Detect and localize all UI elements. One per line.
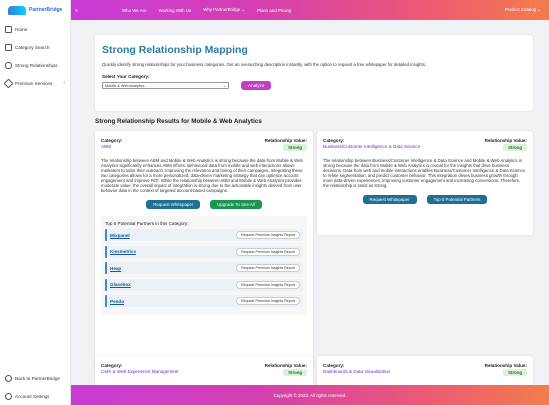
grid-icon <box>5 44 12 51</box>
partner-link[interactable]: Kissmetrics <box>110 249 137 254</box>
sidebar-item-label: Premium Services <box>15 80 53 86</box>
sidebar <box>0 0 71 405</box>
relationship-description: The relationship between ABM and Mobile & Web Analytics is strong because the data from Mobile & Web Analytics significantly enhances ABM efforts. Behavioral data from mobile and web interactions allows marketers to tailor their outreach, improving the relevance and timing of their campaigns. Integrating these two categories allows for a more personalized, data-driven marketing strategy that can optimize account engagement and improve ROI. While the relationship between ABM and Mobile & Web Analytics provides moderate value, the overall impact of integration is strong due to the actionable insights derived from user behavior data in the context of targeted account-based campaigns. <box>101 158 303 193</box>
request-whitepaper-button[interactable]: Request Whitepaper <box>146 200 200 209</box>
premium-report-button[interactable]: Request Premium Insights Report <box>236 248 300 256</box>
home-icon <box>5 26 12 33</box>
sidebar-bottom <box>0 369 71 405</box>
nav-who-we-are[interactable]: Who We Are <box>122 7 147 13</box>
result-card <box>317 131 533 235</box>
upgrade-button[interactable]: Upgrade To See All <box>210 200 262 209</box>
partner-link[interactable]: Glassbox <box>110 282 131 287</box>
main-content <box>71 20 549 385</box>
nav-why-partnerbridge[interactable]: Why PartnerBridge ⌄ <box>203 7 246 12</box>
handshake-icon <box>5 62 12 69</box>
nav-plans-pricing[interactable]: Plans and Pricing <box>257 7 292 13</box>
category-name: CMS & Web Experience Management <box>101 369 179 374</box>
partner-row <box>105 279 303 291</box>
footer <box>71 385 549 405</box>
result-card <box>95 131 313 369</box>
premium-report-button[interactable]: Request Premium Insights Report <box>236 231 300 239</box>
gear-icon <box>5 393 12 400</box>
partner-row <box>105 262 303 274</box>
rocket-icon <box>4 78 14 88</box>
category-label: Category: <box>323 138 345 143</box>
sidebar-item-back[interactable] <box>0 369 71 387</box>
category-label: Category: <box>101 138 123 143</box>
category-select[interactable] <box>102 82 229 89</box>
menu-icon[interactable]: ≡ <box>75 7 78 13</box>
chevron-left-icon: ‹ <box>63 80 65 86</box>
premium-report-button[interactable]: Request Premium Insights Report <box>236 297 300 305</box>
page-title: Strong Relationship Mapping <box>102 44 248 56</box>
sidebar-item-label: Category Search <box>15 44 50 50</box>
sidebar-item-account-settings[interactable] <box>0 387 71 405</box>
relationship-value-label: Relationship Value: <box>484 138 527 143</box>
bridge-logo-icon <box>8 6 26 15</box>
logo-text: PartnerBridge <box>29 7 63 13</box>
category-label: Category: <box>101 363 123 368</box>
top-nav-bar <box>71 0 549 20</box>
premium-report-button[interactable]: Request Premium Insights Report <box>236 281 300 289</box>
select-label: Select Your Category: <box>102 74 150 79</box>
page-description: Quickly identify strong relationships for your business categories. Get an overarching description instantly, with the option to request a free whitepaper for detailed insights. <box>102 62 427 67</box>
status-badge: Strong <box>503 144 527 151</box>
result-card <box>317 356 533 385</box>
nav-working-with-us[interactable]: Working With Us <box>158 7 192 13</box>
partner-link[interactable]: Mixpanel <box>110 232 130 238</box>
copyright-text: Copyright © 2023. All rights reserved. <box>273 392 347 398</box>
sidebar-item-label: Back to PartnerBridge <box>15 375 60 381</box>
category-label: Category: <box>323 363 345 368</box>
category-name: Business/Customer Intelligence & Data Science <box>323 144 421 149</box>
top-partners-button[interactable]: Top 5 Potential Partners <box>427 195 488 204</box>
logo[interactable] <box>0 0 70 20</box>
sidebar-item-label: Home <box>15 26 28 32</box>
partner-row <box>105 229 303 241</box>
result-card <box>95 356 313 385</box>
back-icon <box>5 375 12 382</box>
category-name: Dashboards & Data Visualization <box>323 369 391 374</box>
top-partners-heading: Top 5 Potential Partners in this Category: <box>105 221 189 226</box>
category-name: ABM <box>101 144 111 149</box>
top-partners-panel <box>101 216 307 315</box>
status-badge: Strong <box>503 369 527 376</box>
sidebar-item-label: Account Settings <box>15 393 50 399</box>
relationship-value-label: Relationship Value: <box>264 363 307 368</box>
status-badge: Strong <box>283 144 307 151</box>
sidebar-item-strong-relationships[interactable] <box>0 56 70 74</box>
relationship-description: The relationship between Business/Customer Intelligence & Data Science and Mobile & Web Analytics is strong because the data from Mobile & Web Analytics is crucial for the insights that drive business decisions. Data from web and mobile interactions enables Business/Customer Intelligence & Data Science to refine segmentation, and predict customer behavior. This integration drives business growth through more data-driven experiences, improving customer engagement and increasing conversions. Therefore, the relationship is rated as strong. <box>323 158 526 188</box>
premium-report-button[interactable]: Request Premium Insights Report <box>236 264 300 272</box>
sidebar-item-premium-services[interactable] <box>0 74 70 92</box>
results-heading: Strong Relationship Results for Mobile & Web Analytics <box>95 118 262 125</box>
partner-row <box>105 246 303 258</box>
category-select-value: Mobile & Web Analytics <box>105 83 145 88</box>
hero-panel <box>95 35 533 111</box>
sidebar-item-label: Strong Relationships <box>15 62 58 68</box>
sidebar-item-home[interactable] <box>0 20 70 38</box>
relationship-value-label: Relationship Value: <box>484 363 527 368</box>
sidebar-item-category-search[interactable] <box>0 38 70 56</box>
partner-row <box>105 295 303 307</box>
partner-link[interactable]: Heap <box>110 265 122 271</box>
chevron-down-icon: ⌄ <box>222 83 226 88</box>
request-whitepaper-button[interactable]: Request Whitepaper <box>363 195 417 204</box>
nav-product-catalog[interactable]: Product Catalog ⌄ <box>504 7 541 12</box>
relationship-value-label: Relationship Value: <box>264 138 307 143</box>
analyze-button[interactable]: Analyze <box>241 81 271 90</box>
status-badge: Strong <box>283 369 307 376</box>
partner-link[interactable]: Pendo <box>110 298 125 304</box>
